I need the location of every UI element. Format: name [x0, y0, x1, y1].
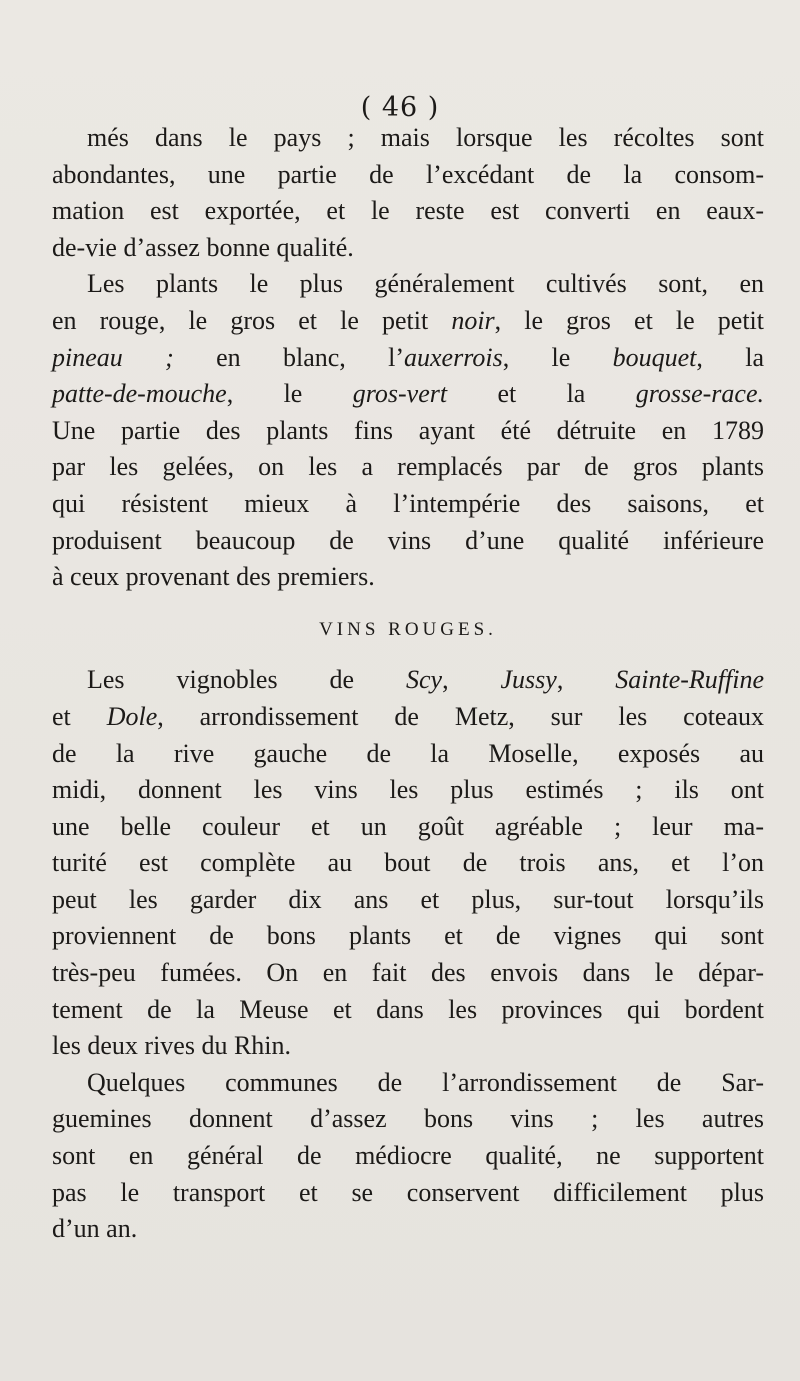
text-line — [52, 845, 764, 882]
text-segment: Quelques communes de l’arrondissement de Sar- — [87, 1067, 764, 1097]
text-segment: , le — [226, 379, 353, 409]
text-line — [52, 340, 764, 377]
text-line — [52, 918, 764, 955]
text-segment: més dans le pays ; mais lorsque les récoltes sont — [87, 123, 764, 152]
text-line — [52, 449, 764, 486]
text-segment: proviennent de bons plants et de vignes qui sont — [52, 921, 764, 951]
text-line — [52, 559, 764, 596]
text-line — [52, 193, 764, 230]
text-segment: sont en général de médiocre qualité, ne supportent — [52, 1141, 764, 1171]
text-segment: et la — [447, 379, 636, 409]
text-line — [52, 230, 764, 267]
text-line — [52, 882, 764, 919]
text-line — [52, 955, 764, 992]
text-line — [52, 120, 764, 157]
text-segment: et — [52, 701, 107, 731]
italic-term: patte-de-mouche — [52, 379, 227, 409]
text-segment: pas le transport et se conservent difficilement plus — [52, 1177, 764, 1207]
text-segment: de la rive gauche de la Moselle, exposés au — [52, 738, 764, 768]
text-line — [52, 303, 764, 340]
text-line — [52, 736, 764, 773]
text-segment: qui résistent mieux à l’intempérie des saisons, et — [52, 488, 764, 518]
text-segment: tement de la Meuse et dans les provinces qui bordent — [52, 994, 764, 1024]
text-segment: , — [556, 665, 616, 695]
text-line — [52, 1028, 764, 1065]
text-segment: de-vie d’assez bonne qualité. — [52, 232, 354, 262]
text-segment: d’un an. — [52, 1214, 138, 1244]
text-segment: Une partie des plants fins ayant été détruite en 1789 — [52, 415, 764, 445]
text-segment: très-peu fumées. On en fait des envois dans le dépar- — [52, 958, 764, 988]
text-line — [52, 1065, 764, 1102]
text-segment: , le gros et le petit — [494, 305, 764, 335]
section-heading: VINS ROUGES. — [319, 618, 497, 640]
text-line — [52, 992, 764, 1029]
text-line — [52, 1101, 764, 1138]
text-line — [52, 266, 764, 303]
text-segment: en rouge, le gros et le petit — [52, 305, 452, 335]
text-line — [52, 376, 764, 413]
text-segment: , arrondissement de Metz, sur les coteaux — [157, 701, 765, 731]
text-segment: par les gelées, on les a remplacés par de gros plants — [52, 452, 764, 482]
text-segment: , — [442, 665, 501, 695]
italic-term: grosse-race. — [635, 379, 765, 409]
text-segment: Les vignobles de — [87, 665, 406, 695]
text-segment: , le — [502, 342, 613, 372]
text-line — [52, 809, 764, 846]
italic-term: auxerrois — [404, 342, 503, 372]
italic-term: Sainte-Ruffine — [615, 665, 765, 695]
text-segment: midi, donnent les vins les plus estimés ; ils ont — [52, 775, 764, 805]
text-line — [52, 486, 764, 523]
text-line — [52, 1175, 764, 1212]
text-line — [52, 523, 764, 560]
body-text — [52, 120, 764, 1248]
text-line — [52, 1211, 764, 1248]
text-segment: abondantes, une partie de l’excédant de la consom- — [52, 159, 764, 189]
text-line — [52, 413, 764, 450]
text-line — [52, 662, 764, 699]
text-line — [52, 772, 764, 809]
text-segment: turité est complète au bout de trois ans, et l’on — [52, 848, 764, 878]
text-line — [52, 157, 764, 194]
text-segment: à ceux provenant des premiers. — [52, 562, 375, 592]
text-segment: peut les garder dix ans et plus, sur-tout lorsqu’ils — [52, 884, 764, 914]
italic-term: pineau ; — [52, 342, 174, 372]
italic-term: noir — [451, 305, 495, 335]
text-segment: produisent beaucoup de vins d’une qualité inférieure — [52, 525, 764, 555]
text-line — [52, 1138, 764, 1175]
italic-term: gros-vert — [352, 379, 448, 409]
text-segment: mation est exportée, et le reste est converti en eaux- — [52, 196, 764, 226]
italic-term: bouquet — [612, 342, 697, 372]
text-segment: une belle couleur et un goût agréable ; leur ma- — [52, 811, 764, 841]
italic-term: Scy — [405, 665, 443, 695]
text-line — [52, 699, 764, 736]
text-segment: Les plants le plus généralement cultivés sont, en — [87, 269, 764, 299]
text-segment: , la — [696, 342, 765, 372]
italic-term: Jussy — [500, 665, 557, 695]
italic-term: Dole — [106, 701, 158, 731]
text-segment: en blanc, l’ — [173, 342, 404, 372]
page-number: ( 46 ) — [360, 92, 440, 123]
text-segment: les deux rives du Rhin. — [52, 1031, 292, 1061]
text-segment: guemines donnent d’assez bons vins ; les autres — [52, 1104, 764, 1134]
